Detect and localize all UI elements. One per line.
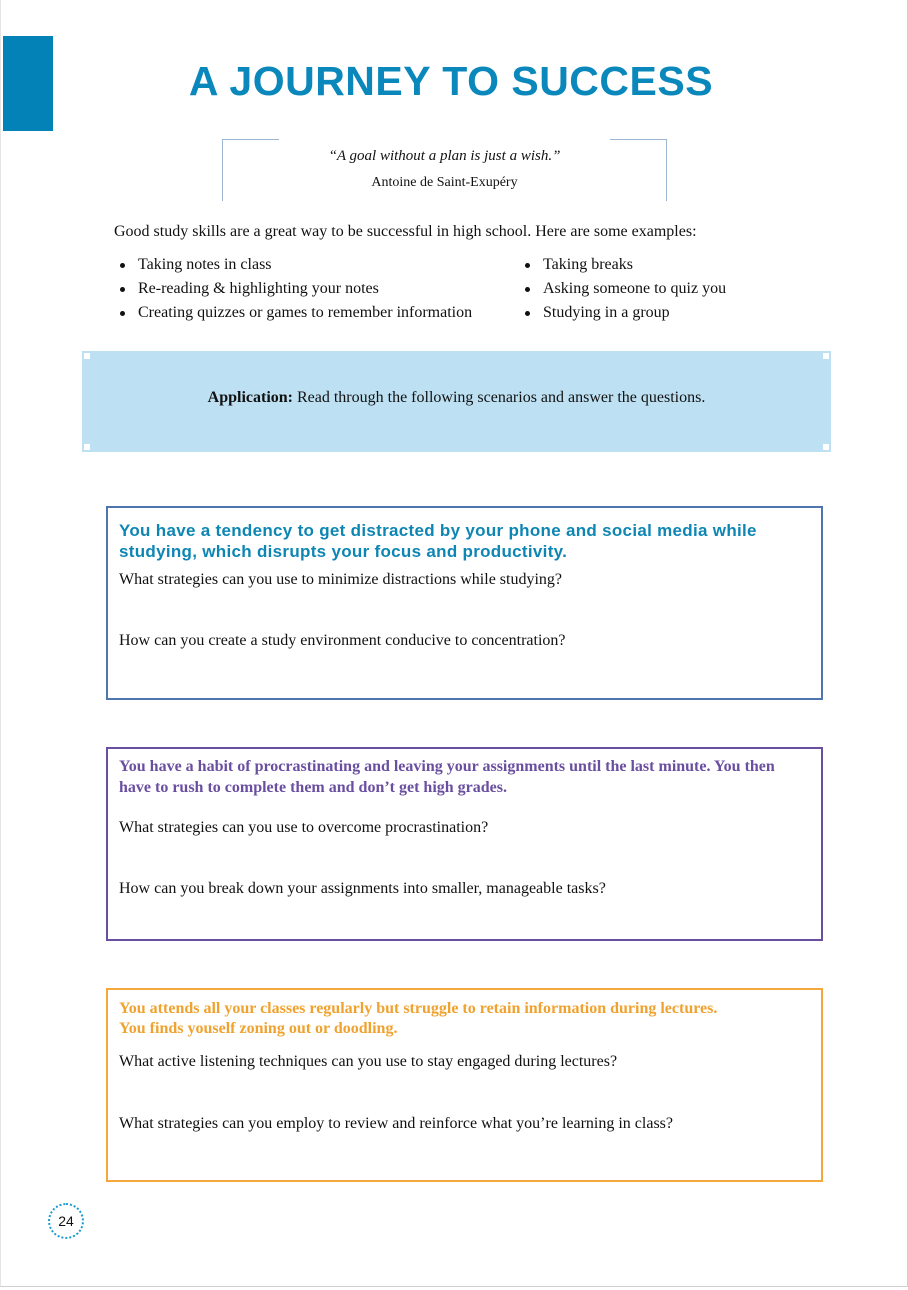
banner-notch	[84, 444, 90, 450]
scenario-card-retention	[106, 988, 823, 1182]
application-text	[82, 389, 831, 407]
page-title: A JOURNEY TO SUCCESS	[188, 58, 714, 104]
question-text: What strategies can you employ to review and reinforce what you’re learning in class?	[119, 1115, 674, 1132]
list-item: Studying in a group	[519, 301, 726, 325]
list-item: Taking notes in class	[114, 253, 472, 277]
scenario-heading: You have a tendency to get distracted by your phone and social media while studying, which disrupts your focus and productivity.	[119, 521, 757, 561]
scenario-card-procrastination	[106, 747, 823, 941]
list-item: Re-reading & highlighting your notes	[114, 277, 472, 301]
quote-author: Antoine de Saint-Exupéry	[371, 175, 518, 190]
scenario-heading	[119, 999, 809, 1039]
scenario-heading: You have a habit of procrastinating and leaving your assignments until the last minute. You then have to rush to complete them and don’t get high grades.	[119, 758, 775, 796]
banner-notch	[823, 353, 829, 359]
application-label: Application:	[207, 389, 293, 406]
banner-notch	[823, 444, 829, 450]
examples-list-right	[519, 253, 726, 325]
question-text: How can you break down your assignments into smaller, manageable tasks?	[119, 880, 606, 897]
list-item: Creating quizzes or games to remember information	[114, 301, 472, 325]
quote-box	[222, 139, 667, 201]
question-text: What strategies can you use to overcome procrastination?	[119, 819, 489, 836]
question-text: What strategies can you use to minimize distractions while studying?	[119, 571, 563, 588]
banner-notch	[84, 353, 90, 359]
quote-text: “A goal without a plan is just a wish.”	[328, 148, 561, 164]
list-item: Asking someone to quiz you	[519, 277, 726, 301]
scenario-heading-line: You finds youself zoning out or doodling.	[119, 1020, 398, 1037]
question-text: What active listening techniques can you use to stay engaged during lectures?	[119, 1053, 618, 1070]
application-banner	[82, 351, 831, 452]
list-item: Taking breaks	[519, 253, 726, 277]
scenario-card-distraction	[106, 506, 823, 700]
question-text: How can you create a study environment conducive to concentration?	[119, 632, 566, 649]
intro-text: Good study skills are a great way to be successful in high school. Here are some examples:	[114, 223, 697, 240]
examples-list-left	[114, 253, 472, 325]
page-number: 24	[48, 1203, 84, 1239]
application-instructions: Read through the following scenarios and answer the questions.	[292, 389, 706, 406]
scenario-heading-line: You attends all your classes regularly but struggle to retain information during lectures.	[119, 1000, 718, 1017]
